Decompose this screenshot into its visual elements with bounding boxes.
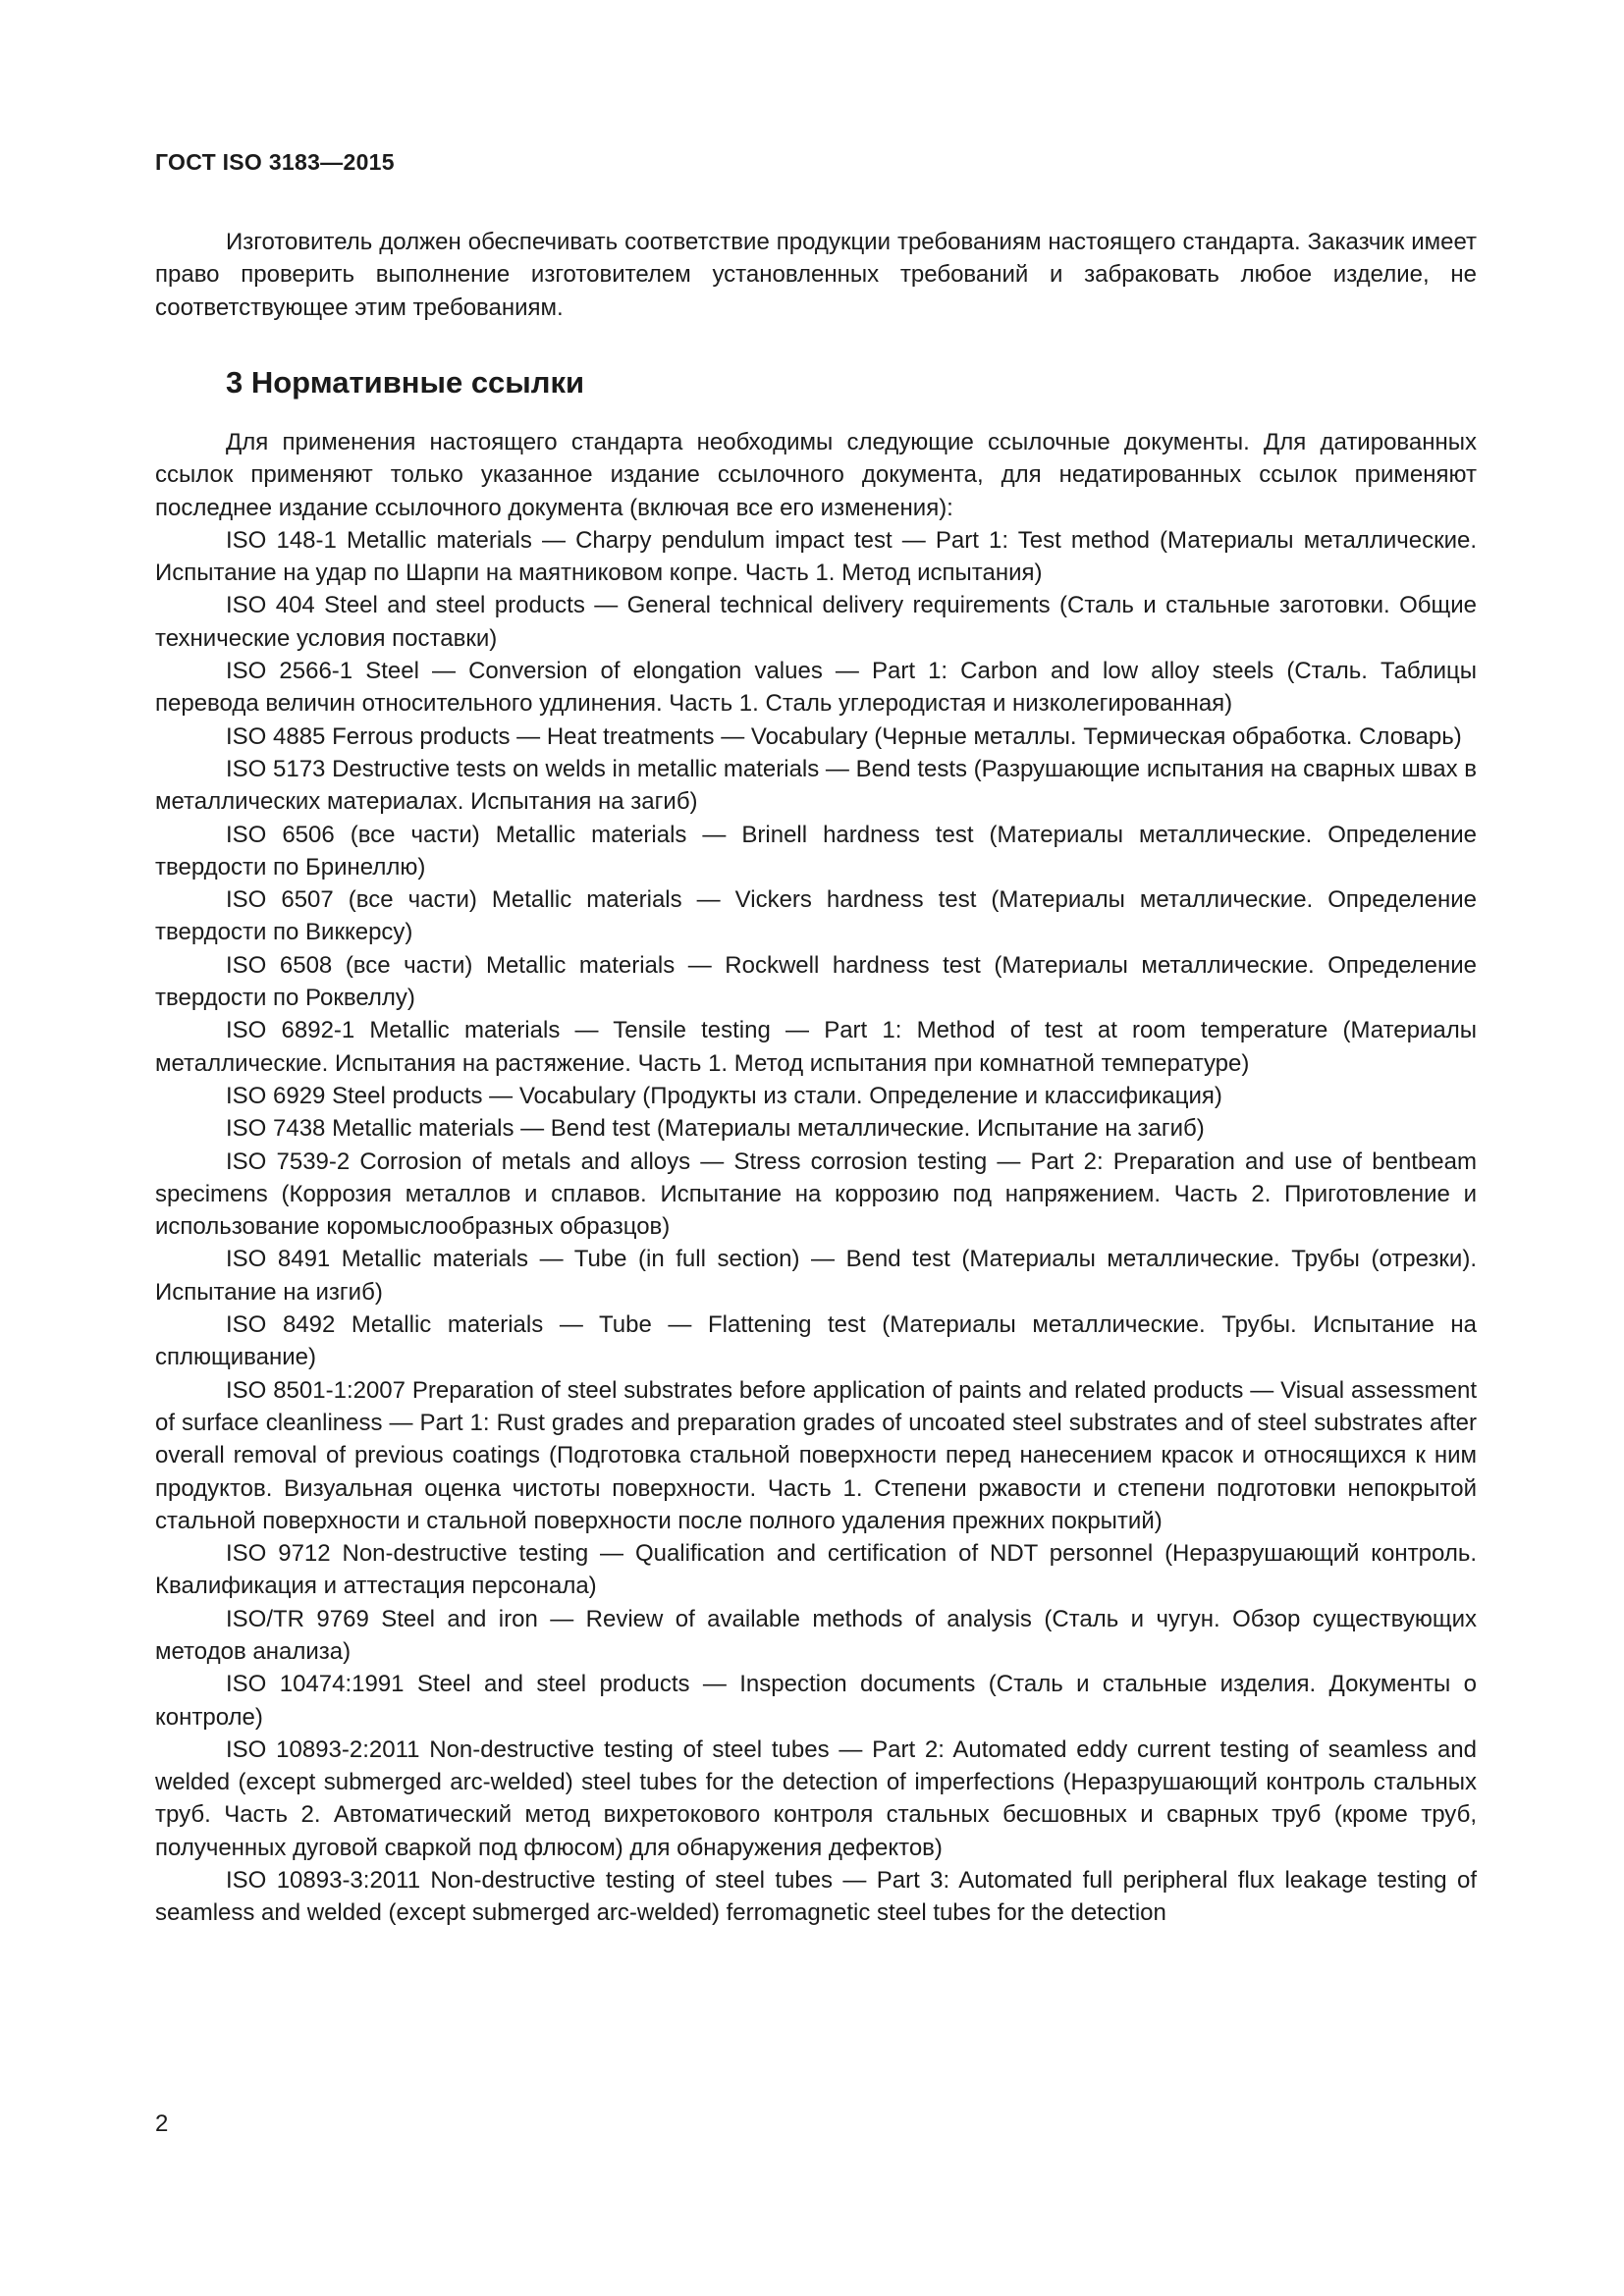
references-list — [155, 426, 1477, 1930]
references-intro-paragraph: Для применения настоящего стандарта необходимы следующие ссылочные документы. Для датированных ссылок применяют только указанное издание ссылочного документа, для недатированных ссылок применяют последнее издание ссылочного документа (включая все его изменения): — [155, 429, 1477, 521]
document-header: ГОСТ ISO 3183—2015 — [155, 149, 395, 175]
page-number: 2 — [155, 2110, 169, 2137]
section-title: 3 Нормативные ссылки — [226, 365, 585, 400]
reference-iso-6507: ISO 6507 (все части) Metallic materials — Vickers hardness test (Материалы металлические. Определение твердости по Виккерсу) — [155, 886, 1477, 946]
reference-iso-10893-3: ISO 10893-3:2011 Non-destructive testing of steel tubes — Part 3: Automated full peripheral flux leakage testing of seamless and welded (except submerged arc-welded) ferromagnetic steel tubes for the detection — [155, 1867, 1477, 1927]
reference-iso-8501-1: ISO 8501-1:2007 Preparation of steel substrates before application of paints and related products — Visual assessment of surface cleanliness — Part 1: Rust grades and preparation grades of uncoated steel substrates and of steel substrates after overall removal of previous coatings (Подготовка стальной поверхности перед нанесением красок и относящихся к ним продуктов. Визуальная оценка чистоты поверхности. Часть 1. Степени ржавости и степени подготовки непокрытой стальной поверхности и стальной поверхности после полного удаления прежних покрытий) — [155, 1376, 1477, 1534]
reference-iso-2566-1: ISO 2566-1 Steel — Conversion of elongation values — Part 1: Carbon and low alloy steels (Сталь. Таблицы перевода величин относительного удлинения. Часть 1. Сталь углеродистая и низколегированная) — [155, 658, 1477, 718]
reference-iso-tr-9769: ISO/TR 9769 Steel and iron — Review of available methods of analysis (Сталь и чугун. Обзор существующих методов анализа) — [155, 1605, 1477, 1665]
reference-iso-7438: ISO 7438 Metallic materials — Bend test (Материалы металлические. Испытание на загиб) — [226, 1115, 1205, 1143]
reference-iso-8491: ISO 8491 Metallic materials — Tube (in full section) — Bend test (Материалы металлические. Трубы (отрезки). Испытание на изгиб) — [155, 1246, 1477, 1306]
reference-iso-6892-1: ISO 6892-1 Metallic materials — Tensile testing — Part 1: Method of test at room temperature (Материалы металлические. Испытания на растяжение. Часть 1. Метод испытания при комнатной температуре) — [155, 1017, 1477, 1077]
reference-iso-6508: ISO 6508 (все части) Metallic materials — Rockwell hardness test (Материалы металлические. Определение твердости по Роквеллу) — [155, 951, 1477, 1012]
reference-iso-7539-2: ISO 7539-2 Corrosion of metals and alloys — Stress corrosion testing — Part 2: Preparation and use of bentbeam specimens (Коррозия металлов и сплавов. Испытание на коррозию под напряжением. Часть 2. Приготовление и использование коромыслообразных образцов) — [155, 1148, 1477, 1241]
reference-iso-148-1: ISO 148-1 Metallic materials — Charpy pendulum impact test — Part 1: Test method (Материалы металлические. Испытание на удар по Шарпи на маятниковом копре. Часть 1. Метод испытания) — [155, 526, 1477, 587]
reference-iso-404: ISO 404 Steel and steel products — General technical delivery requirements (Сталь и стальные заготовки. Общие технические условия поставки) — [155, 592, 1477, 652]
reference-iso-5173: ISO 5173 Destructive tests on welds in metallic materials — Bend tests (Разрушающие испытания на сварных швах в металлических материалах. Испытания на загиб) — [155, 755, 1477, 816]
reference-iso-8492: ISO 8492 Metallic materials — Tube — Flattening test (Материалы металлические. Трубы. Испытание на сплющивание) — [155, 1311, 1477, 1371]
reference-iso-6929: ISO 6929 Steel products — Vocabulary (Продукты из стали. Определение и классификация) — [226, 1082, 1222, 1109]
reference-iso-4885: ISO 4885 Ferrous products — Heat treatments — Vocabulary (Черные металлы. Термическая обработка. Словарь) — [226, 722, 1462, 750]
reference-iso-10474: ISO 10474:1991 Steel and steel products — Inspection documents (Сталь и стальные изделия. Документы о контроле) — [155, 1671, 1477, 1731]
reference-iso-9712: ISO 9712 Non-destructive testing — Qualification and certification of NDT personnel (Неразрушающий контроль. Квалификация и аттестация персонала) — [155, 1540, 1477, 1600]
reference-iso-10893-2: ISO 10893-2:2011 Non-destructive testing of steel tubes — Part 2: Automated eddy current testing of seamless and welded (except submerged arc-welded) steel tubes for the detection of imperfections (Неразрушающий контроль стальных труб. Часть 2. Автоматический метод вихретокового контроля стальных бесшовных и сварных труб (кроме труб, полученных дуговой сваркой под флюсом) для обнаружения дефектов) — [155, 1735, 1477, 1861]
reference-iso-6506: ISO 6506 (все части) Metallic materials — Brinell hardness test (Материалы металлические. Определение твердости по Бринеллю) — [155, 821, 1477, 881]
intro-paragraph: Изготовитель должен обеспечивать соответствие продукции требованиям настоящего стандарта. Заказчик имеет право проверить выполнение изготовителем установленных требований и забраковать любое изделие, не соответствующее этим требованиям. — [155, 229, 1477, 321]
intro-block — [155, 226, 1477, 324]
